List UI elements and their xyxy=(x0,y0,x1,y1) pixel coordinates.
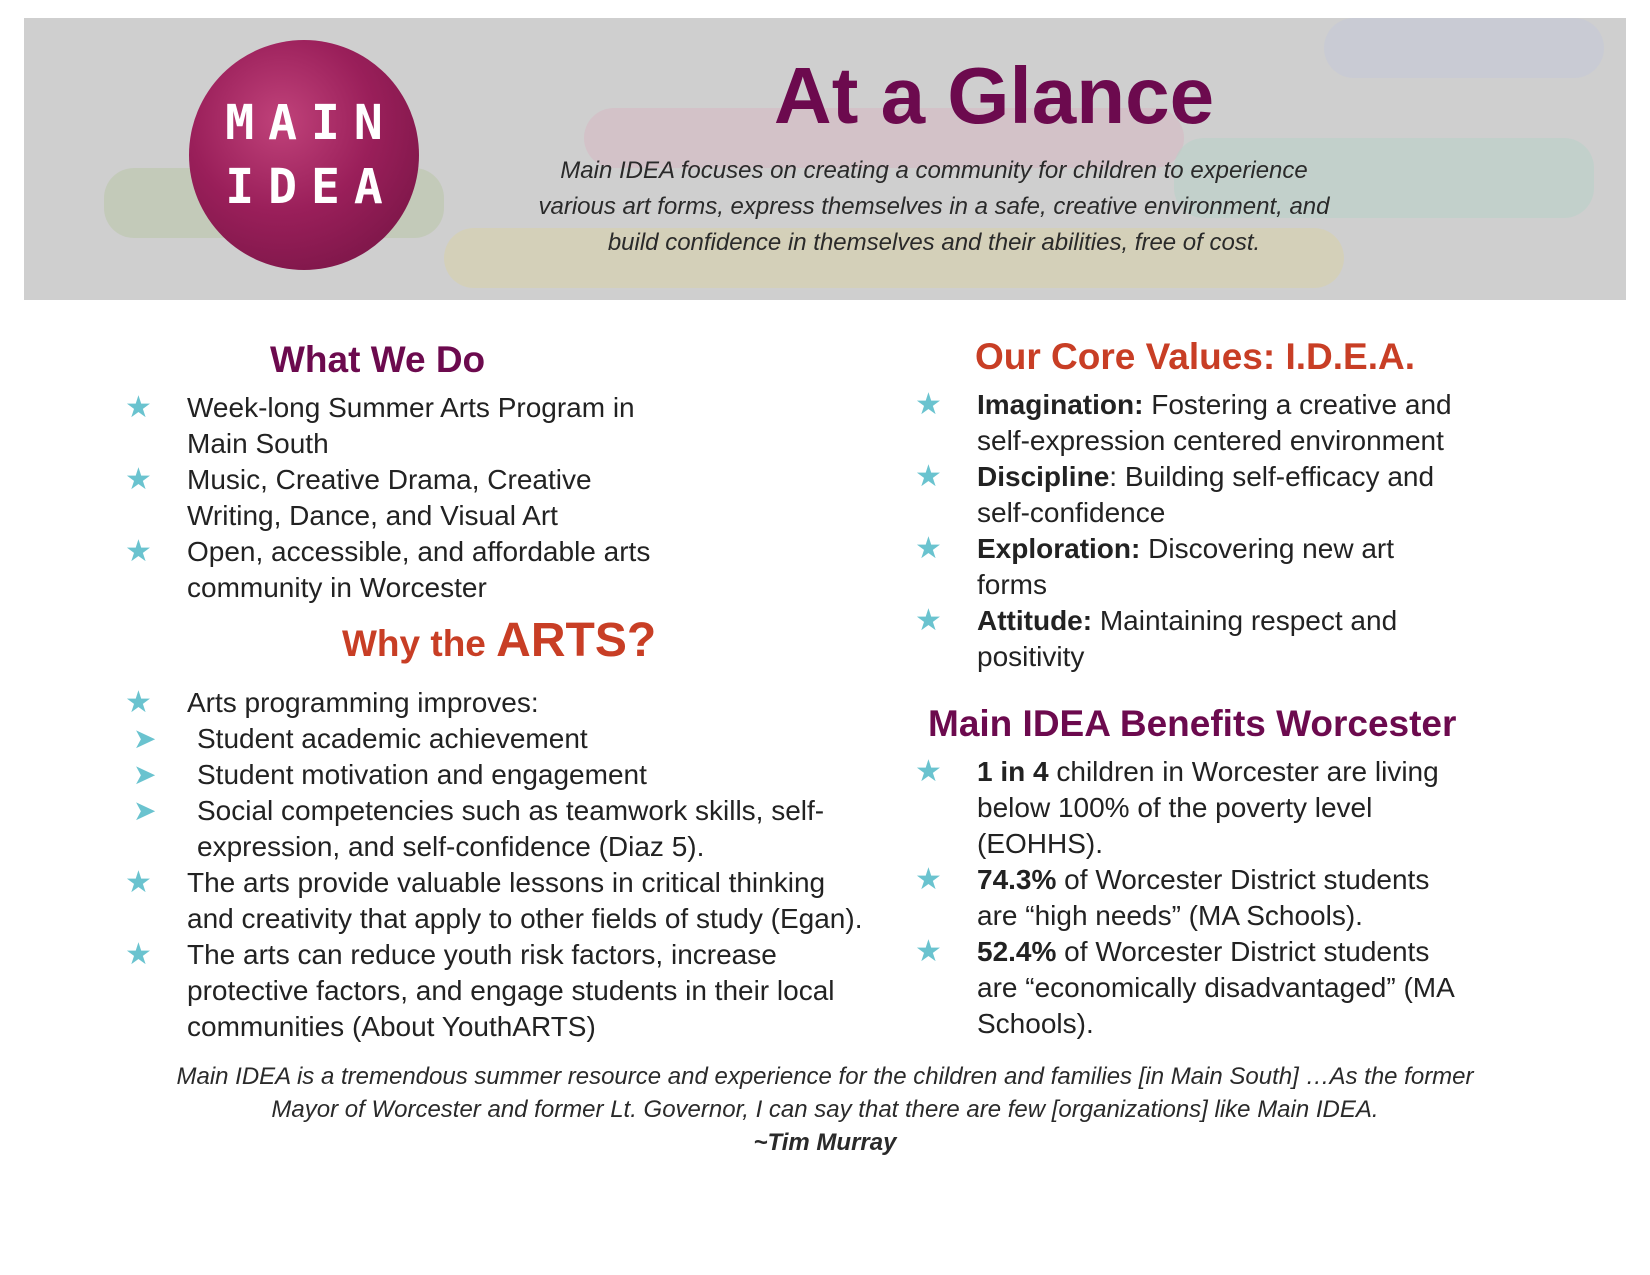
sub-list xyxy=(125,721,875,865)
value-term: Attitude: xyxy=(977,605,1093,636)
quote-line: Main IDEA is a tremendous summer resource and experience for the children and families [in Main South] …As the former xyxy=(176,1063,1474,1090)
why-arts-heading-small: Why the xyxy=(342,623,486,664)
sub-list-item xyxy=(125,721,875,757)
benefit-text: of Worcester District students are “economically disadvantaged” (MA Schools). xyxy=(977,936,1454,1039)
star-icon: ★ xyxy=(125,462,152,497)
list-item xyxy=(915,934,1465,1042)
header-banner xyxy=(24,18,1626,300)
star-icon: ★ xyxy=(915,862,942,897)
sub-list-item-text: Student academic achievement xyxy=(197,723,588,754)
star-icon: ★ xyxy=(915,387,942,422)
star-icon: ★ xyxy=(915,754,942,789)
benefit-text: of Worcester District students are “high needs” (MA Schools). xyxy=(977,864,1430,931)
list-item-text: The arts can reduce youth risk factors, increase protective factors, and engage students in their local communities (About YouthARTS) xyxy=(187,939,835,1042)
list-item xyxy=(915,387,1465,459)
star-icon: ★ xyxy=(125,937,152,972)
benefit-text: children in Worcester are living below 100% of the poverty level (EOHHS). xyxy=(977,756,1439,859)
list-item-text: Music, Creative Drama, Creative Writing, Dance, and Visual Art xyxy=(187,464,592,531)
value-term: Exploration: xyxy=(977,533,1141,564)
list-item xyxy=(915,862,1465,934)
list-item xyxy=(125,937,875,1045)
list-item xyxy=(125,865,875,937)
what-we-do-heading: What We Do xyxy=(270,339,486,380)
list-item xyxy=(125,534,655,606)
star-icon: ★ xyxy=(915,459,942,494)
list-item xyxy=(915,459,1465,531)
tagline xyxy=(534,153,1334,261)
star-icon: ★ xyxy=(125,685,152,720)
page-title: At a Glance xyxy=(773,51,1215,140)
why-arts-heading-big: ARTS? xyxy=(496,614,657,667)
list-item xyxy=(125,390,655,462)
benefits-list xyxy=(915,754,1465,1042)
list-item-text: Week-long Summer Arts Program in Main South xyxy=(187,392,635,459)
sub-list-item-text: Student motivation and engagement xyxy=(197,759,647,790)
logo-line-idea: IDEA xyxy=(225,159,397,215)
list-item xyxy=(125,685,875,865)
why-arts-heading xyxy=(342,614,657,667)
list-item xyxy=(125,462,655,534)
quote-author: ~Tim Murray xyxy=(753,1129,897,1156)
value-term: Discipline xyxy=(977,461,1110,492)
core-values-list xyxy=(915,387,1465,675)
sub-list-item-text: Social competencies such as teamwork skills, self-expression, and self-confidence (Diaz 5). xyxy=(197,795,825,862)
tagline-line: Main IDEA focuses on creating a community for children to experience xyxy=(560,157,1308,184)
chalk-smudge xyxy=(1324,18,1604,78)
list-item xyxy=(915,603,1465,675)
sub-list-item xyxy=(125,793,875,865)
value-term: Imagination: xyxy=(977,389,1144,420)
list-item xyxy=(915,531,1465,603)
value-text: Discovering new art forms xyxy=(977,533,1394,600)
logo-line-main: MAIN xyxy=(225,95,397,151)
quote-line: Mayor of Worcester and former Lt. Governor, I can say that there are few [organizations] like Main IDEA. xyxy=(271,1096,1379,1123)
benefits-heading: Main IDEA Benefits Worcester xyxy=(928,703,1457,744)
star-icon: ★ xyxy=(915,531,942,566)
value-text: Fostering a creative and self-expression centered environment xyxy=(977,389,1452,456)
benefit-stat: 74.3% xyxy=(977,864,1057,895)
list-item-text: Open, accessible, and affordable arts community in Worcester xyxy=(187,536,651,603)
testimonial-quote xyxy=(100,1060,1550,1159)
list-item-text: Arts programming improves: xyxy=(187,687,539,718)
arrow-icon: ➤ xyxy=(133,722,157,755)
arrow-icon: ➤ xyxy=(133,758,157,791)
tagline-line: build confidence in themselves and their abilities, free of cost. xyxy=(607,229,1261,256)
star-icon: ★ xyxy=(125,390,152,425)
why-arts-list xyxy=(125,685,875,1045)
main-idea-logo xyxy=(189,40,419,270)
star-icon: ★ xyxy=(915,603,942,638)
star-icon: ★ xyxy=(125,534,152,569)
sub-list-item xyxy=(125,757,875,793)
benefit-stat: 1 in 4 xyxy=(977,756,1049,787)
value-text: : Building self-efficacy and self-confidence xyxy=(977,461,1435,528)
tagline-line: various art forms, express themselves in a safe, creative environment, and xyxy=(538,193,1330,220)
what-we-do-list xyxy=(125,390,655,606)
value-text: Maintaining respect and positivity xyxy=(977,605,1398,672)
arrow-icon: ➤ xyxy=(133,794,157,827)
list-item-text: The arts provide valuable lessons in critical thinking and creativity that apply to other fields of study (Egan). xyxy=(187,867,863,934)
star-icon: ★ xyxy=(915,934,942,969)
star-icon: ★ xyxy=(125,865,152,900)
list-item xyxy=(915,754,1465,862)
benefit-stat: 52.4% xyxy=(977,936,1057,967)
core-values-heading: Our Core Values: I.D.E.A. xyxy=(975,336,1416,377)
